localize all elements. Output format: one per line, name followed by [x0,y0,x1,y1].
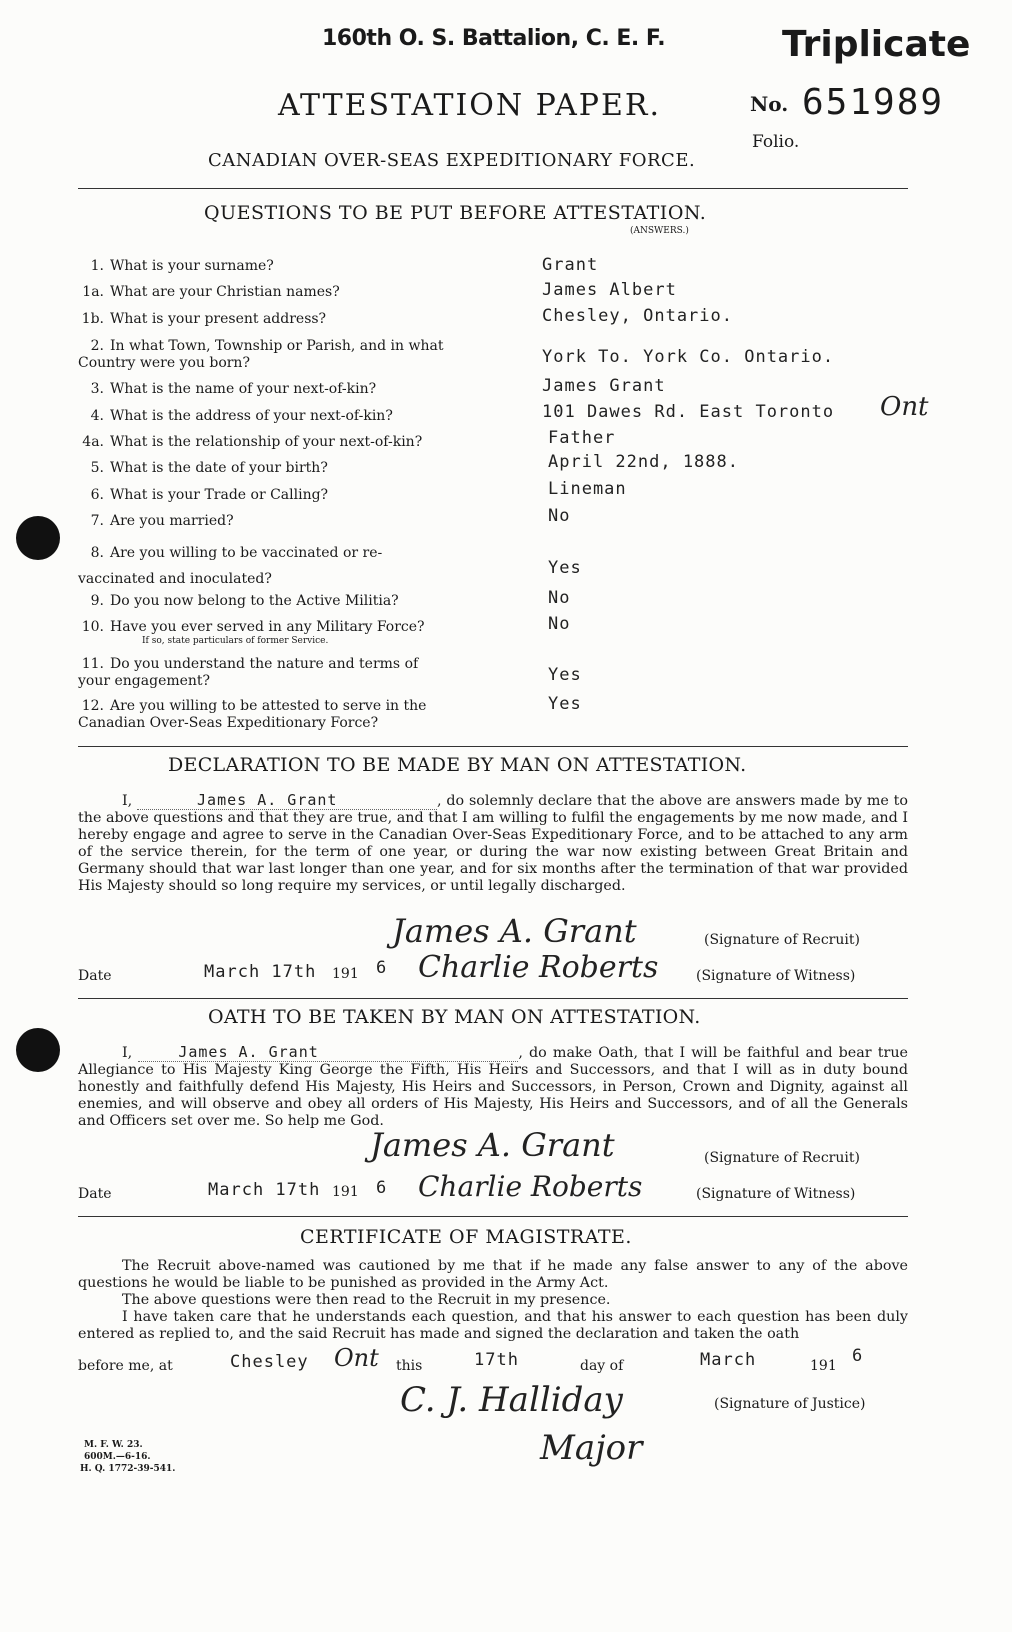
magistrate-heading: CERTIFICATE OF MAGISTRATE. [300,1226,632,1248]
answer-trade: Lineman [548,479,627,499]
magistrate-paragraph-1: The Recruit above-named was cautioned by me that if he made any false answer to any of the above questions he would be liable to be punished as provided in the Army Act. [78,1258,908,1291]
declaration-year-prefix: 191 [332,966,359,982]
answer-married: No [548,506,571,526]
question-1: 1. What is your surname? [90,258,274,274]
divider [78,1216,908,1217]
oath-date: March 17th [208,1180,321,1200]
document-title: ATTESTATION PAPER. [278,88,661,123]
form-code-3: H. Q. 1772-39-541. [80,1464,176,1474]
magistrate-day: 17th [474,1350,519,1370]
oath-year-suffix: 6 [376,1178,388,1198]
form-code-2: 600M.—6-16. [84,1452,151,1462]
oath-year-prefix: 191 [332,1184,359,1200]
declaration-heading: DECLARATION TO BE MADE BY MAN ON ATTESTATION. [168,754,747,776]
question-6: 6. What is your Trade or Calling? [90,487,329,503]
declaration-text: I, James A. Grant , do solemnly declare that the above are answers made by me to the above questions and that they are true, and that I am willing to fulfil the engagements by me now made, and I hereby engage and agree to serve in the Canadian Over-Seas Expeditionary Force, and to be attached to any arm of the service therein, for the term of one year, or during the war now existing between Great Britain and Germany should that war last longer than one year, and for six months after the termination of that war provided His Majesty should so long require my services, or until legally discharged. [78,791,909,894]
questions-heading: QUESTIONS TO BE PUT BEFORE ATTESTATION. [204,202,707,224]
oath-name: James A. Grant [138,1044,518,1062]
question-9: 9. Do you now belong to the Active Militia? [90,593,399,609]
magistrate-year-suffix: 6 [852,1346,864,1366]
answer-birth-date: April 22nd, 1888. [548,452,739,472]
divider [78,746,908,747]
question-10-note: If so, state particulars of former Service. [142,636,329,646]
form-code-1: M. F. W. 23. [84,1440,143,1450]
magistrate-paragraph-3: I have taken care that he understands each question, and that his answer to each question has been duly entered as replied to, and the said Recruit has made and signed the declaration and taken the oath [78,1309,908,1342]
declaration-date-label: Date [78,968,112,984]
answer-next-of-kin-address: 101 Dawes Rd. East Toronto [542,402,835,422]
justice-title: Major [540,1428,643,1468]
question-1b: 1b. What is your present address? [81,311,327,327]
answer-christian-names: James Albert [542,280,677,300]
oath-recruit-signature-label: (Signature of Recruit) [704,1150,860,1166]
declaration-date: March 17th [204,962,317,982]
answer-active-militia: No [548,588,571,608]
question-8: 8. Are you willing to be vaccinated or re-vaccinated and inoculated? [78,545,383,587]
day-of-label: day of [580,1358,624,1374]
question-12: 12. Are you willing to be attested to serve in the Canadian Over-Seas Expeditionary Force? [78,698,427,731]
magistrate-place-handwritten: Ont [334,1344,379,1372]
declaration-recruit-signature-label: (Signature of Recruit) [704,932,860,948]
punch-hole-bottom [16,1028,60,1072]
oath-recruit-signature: James A. Grant [370,1126,615,1164]
declaration-witness-signature-label: (Signature of Witness) [696,968,856,984]
folio-label: Folio. [752,132,800,152]
magistrate-month: March [700,1350,757,1370]
oath-text: I, James A. Grant , do make Oath, that I will be faithful and bear true Allegiance to His Majesty King George the Fifth, His Heirs and Successors, and that I will as in duty bound honestly and faithfully defend His Majesty, His Heirs and Successors, in Person, Crown and Dignity, against all enemies, and will observe and obey all orders of His Majesty, His Heirs and Successors, and of all the Generals and Officers set over me. So help me God. [78,1043,908,1129]
oath-heading: OATH TO BE TAKEN BY MAN ON ATTESTATION. [208,1006,701,1028]
declaration-year-suffix: 6 [376,958,388,978]
answers-label: (ANSWERS.) [630,226,689,236]
answer-birthplace: York To. York Co. Ontario. [542,347,835,367]
number-label: No. [750,92,789,116]
answer-willing-to-serve: Yes [548,694,582,714]
question-5: 5. What is the date of your birth? [90,460,328,476]
declaration-recruit-signature: James A. Grant [392,912,637,950]
answer-understand-terms: Yes [548,665,582,685]
divider [78,998,908,999]
before-me-label: before me, at [78,1358,173,1374]
answer-next-of-kin-address-suffix: Ont [880,392,929,422]
justice-signature-label: (Signature of Justice) [714,1396,866,1412]
regimental-number: 651989 [802,82,945,123]
divider [78,188,908,189]
question-2: 2. In what Town, Township or Parish, and in what Country were you born? [78,338,444,371]
oath-date-label: Date [78,1186,112,1202]
battalion-stamp: 160th O. S. Battalion, C. E. F. [322,26,666,51]
declaration-name: James A. Grant [137,792,437,810]
this-label: this [396,1358,423,1374]
question-4: 4. What is the address of your next-of-kin? [90,408,393,424]
oath-witness-signature-label: (Signature of Witness) [696,1186,856,1202]
oath-witness-signature: Charlie Roberts [418,1170,643,1203]
magistrate-year-prefix: 191 [810,1358,837,1374]
question-10: 10. Have you ever served in any Military Force? [81,619,425,635]
answer-relationship: Father [548,428,616,448]
answer-next-of-kin: James Grant [542,376,666,396]
copy-label: Triplicate [782,24,971,65]
answer-vaccinated: Yes [548,558,582,578]
declaration-witness-signature: Charlie Roberts [418,950,659,985]
question-7: 7. Are you married? [90,513,234,529]
magistrate-place: Chesley [230,1352,309,1372]
answer-military-force: No [548,614,571,634]
question-1a: 1a. What are your Christian names? [82,284,340,300]
magistrate-paragraph-2: The above questions were then read to the Recruit in my presence. [122,1292,611,1308]
question-11: 11. Do you understand the nature and terms of your engagement? [78,656,419,689]
question-3: 3. What is the name of your next-of-kin? [90,381,377,397]
document-subtitle: CANADIAN OVER-SEAS EXPEDITIONARY FORCE. [208,150,696,171]
answer-address: Chesley, Ontario. [542,306,733,326]
answer-surname: Grant [542,255,599,275]
justice-signature: C. J. Halliday [400,1380,623,1420]
punch-hole-top [16,516,60,560]
question-4a: 4a. What is the relationship of your next-of-kin? [82,434,423,450]
